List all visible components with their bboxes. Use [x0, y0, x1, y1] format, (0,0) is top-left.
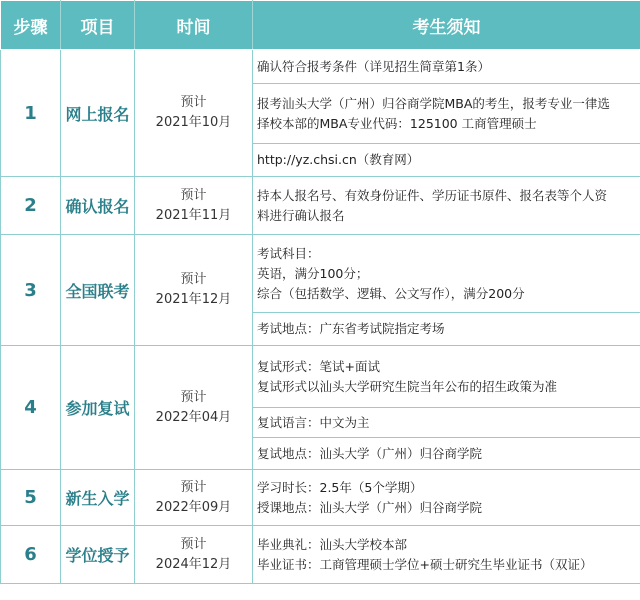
notice-line: http://yz.chsi.cn（教育网） [257, 152, 420, 167]
notice-cell [253, 346, 640, 408]
notice-cell [253, 84, 640, 144]
step-time [135, 50, 253, 177]
step-number: 1 [1, 50, 61, 177]
step-time [135, 526, 253, 584]
table-row [1, 526, 640, 584]
notice-line: 毕业证书：工商管理硕士学位+硕士研究生毕业证书（双证） [257, 556, 593, 572]
time-date: 2021年12月 [155, 292, 232, 307]
time-date: 2024年12月 [155, 556, 232, 572]
table-header-row [1, 1, 640, 50]
step-number: 4 [1, 346, 61, 470]
step-time [135, 470, 253, 526]
notice-line: 考试地点：广东省考试院指定考场 [257, 321, 445, 336]
notice-cell [253, 438, 640, 470]
step-number: 5 [1, 470, 61, 526]
notice-cell [253, 526, 640, 584]
time-prefix: 预计 [180, 272, 207, 287]
header-step: 步骤 [1, 1, 61, 50]
notice-line: 料进行确认报名 [257, 207, 345, 223]
step-item-name: 参加复试 [61, 346, 135, 470]
time-prefix: 预计 [180, 536, 207, 552]
time-prefix: 预计 [180, 95, 207, 110]
time-prefix: 预计 [180, 389, 207, 405]
time-prefix: 预计 [180, 187, 207, 203]
time-prefix: 预计 [180, 479, 207, 495]
step-item-name: 学位授予 [61, 526, 135, 584]
table-row [1, 177, 640, 235]
notice-line: 授课地点：汕头大学（广州）归谷商学院 [257, 499, 483, 515]
notice-cell [253, 235, 640, 313]
notice-line: 复试语言：中文为主 [257, 414, 370, 430]
notice-line: 持本人报名号、有效身份证件、学历证书原件、报名表等个人资 [257, 187, 608, 203]
notice-line: 复试形式以汕头大学研究生院当年公布的招生政策为准 [257, 378, 558, 394]
notice-cell [253, 470, 640, 526]
time-date: 2022年04月 [155, 409, 232, 425]
notice-cell [253, 144, 640, 177]
notice-line: 确认符合报考条件（详见招生简章第1条） [257, 58, 490, 74]
notice-line: 复试形式：笔试+面试 [257, 358, 380, 374]
step-item-name: 新生入学 [61, 470, 135, 526]
notice-cell [253, 177, 640, 235]
notice-line: 毕业典礼：汕头大学校本部 [257, 536, 408, 552]
table-row [1, 50, 640, 84]
notice-line: 英语，满分100分； [257, 265, 369, 281]
notice-line: 综合（包括数学、逻辑、公文写作），满分200分 [257, 285, 525, 301]
step-number: 2 [1, 177, 61, 235]
notice-line: 学习时长：2.5年（5个学期） [257, 479, 423, 495]
step-time [135, 177, 253, 235]
table-row [1, 235, 640, 313]
notice-line: 复试地点：汕头大学（广州）归谷商学院 [257, 445, 483, 461]
notice-line: 择校本部的MBA专业代码：125100 工商管理硕士 [257, 115, 537, 131]
table-row [1, 346, 640, 408]
notice-line: 考试科目： [257, 245, 320, 261]
notice-cell [253, 50, 640, 84]
table-row [1, 470, 640, 526]
notice-line: 报考汕头大学（广州）归谷商学院MBA的考生，报考专业一律选 [257, 95, 610, 111]
notice-cell [253, 313, 640, 346]
step-number: 3 [1, 235, 61, 346]
step-number: 6 [1, 526, 61, 584]
step-item-name: 全国联考 [61, 235, 135, 346]
time-date: 2021年11月 [155, 207, 232, 223]
time-date: 2022年09月 [155, 499, 232, 515]
step-item-name: 网上报名 [61, 50, 135, 177]
header-time: 时间 [135, 1, 253, 50]
step-time [135, 346, 253, 470]
step-item-name: 确认报名 [61, 177, 135, 235]
header-notice: 考生须知 [253, 1, 640, 50]
step-time [135, 235, 253, 346]
notice-cell [253, 408, 640, 438]
time-date: 2021年10月 [155, 115, 232, 130]
header-item: 项目 [61, 1, 135, 50]
